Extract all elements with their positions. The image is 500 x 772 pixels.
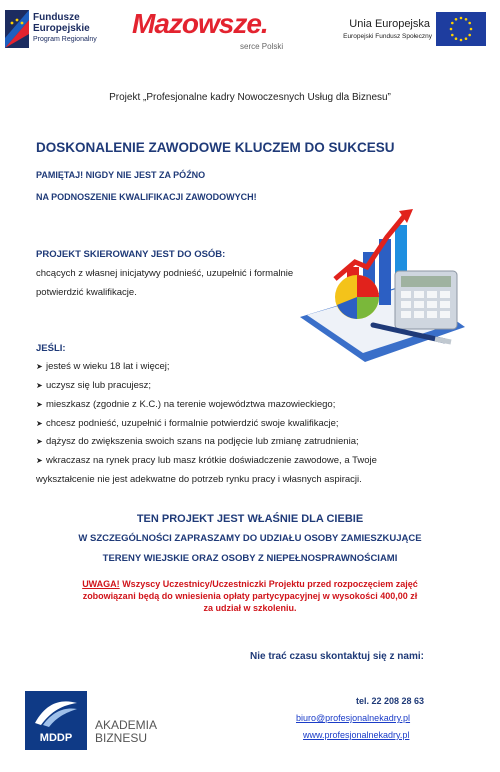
eu-flag-icon	[436, 12, 486, 46]
arrow-bullet-icon: ➤	[36, 362, 43, 371]
mazowsze-logo: Mazowsze.	[132, 8, 268, 39]
list-item-text: mieszkasz (zgodnie z K.C.) na terenie województwa mazowieckiego;	[46, 399, 336, 410]
fundusze-text	[33, 12, 97, 45]
project-name: Projekt „Profesjonalne kadry Nowoczesnych Usług dla Biznesu”	[109, 92, 391, 103]
fe-line1: Fundusze	[33, 12, 80, 23]
contact-heading: Nie trać czasu skontaktuj się z nami:	[250, 651, 424, 662]
target-heading: PROJEKT SKIEROWANY JEST DO OSÓB:	[36, 249, 226, 260]
fe-line2: Europejskie	[33, 23, 90, 34]
list-continuation: wykształcenie nie jest adekwatne do potrzeb rynku pracy i własnych aspiracji.	[36, 474, 362, 485]
fundusze-flag-icon	[5, 10, 29, 48]
arrow-bullet-icon: ➤	[36, 419, 43, 428]
list-item-text: uczysz się lub pracujesz;	[46, 380, 152, 391]
list-item-text: jesteś w wieku 18 lat i więcej;	[46, 361, 170, 372]
contact-phone: tel. 22 208 28 63	[356, 696, 425, 706]
contact-website-link[interactable]: www.profesjonalnekadry.pl	[303, 730, 410, 740]
list-item	[36, 455, 377, 466]
mddp-logo	[25, 691, 87, 750]
notice-line-3: za udział w szkoleniu.	[203, 603, 297, 613]
reminder-line-1: PAMIĘTAJ! NIGDY NIE JEST ZA PÓŹNO	[36, 170, 206, 180]
for-you-heading: TEN PROJEKT JEST WŁAŚNIE DLA CIEBIE	[136, 513, 364, 525]
reminder-line-2: NA PODNOSZENIE KWALIFIKACJI ZAWODOWYCH!	[36, 192, 257, 202]
finance-illustration	[295, 207, 470, 365]
list-item	[36, 399, 335, 410]
notice-line-2: zobowiązani będą do wniesienia opłaty partycypacyjnej w wysokości 400,00 zł	[82, 591, 418, 601]
list-item-text: wkraczasz na rynek pracy lub masz krótkie doświadczenie zawodowe, a Twoje	[46, 455, 377, 466]
mddp-swoosh-icon	[33, 697, 79, 727]
list-item-text: chcesz podnieść, uzupełnić i formalnie potwierdzić swoje kwalifikacje;	[46, 418, 339, 429]
target-line-1: chcących z własnej inicjatywy podnieść, uzupełnić i formalnie	[36, 268, 294, 279]
contact-email-link[interactable]: biuro@profesjonalnekadry.pl	[296, 713, 411, 723]
list-item	[36, 380, 151, 391]
fe-line3: Program Regionalny	[33, 36, 97, 43]
list-item	[36, 436, 359, 447]
fundusze-europejskie-logo	[5, 10, 115, 52]
arrow-bullet-icon: ➤	[36, 456, 43, 465]
notice-line-1	[0, 578, 500, 590]
mddp-label: MDDP	[39, 732, 73, 744]
list-item-text: dążysz do zwiększenia swoich szans na podjęcie lub zmianę zatrudnienia;	[46, 436, 359, 447]
ue-title: Unia Europejska	[349, 18, 430, 30]
akademia-biznesu-logo	[95, 719, 157, 745]
notice-label: UWAGA!	[82, 579, 120, 589]
invite-line-2: TERENY WIEJSKIE ORAZ OSOBY Z NIEPEŁNOSPRAWNOŚCIAMI	[102, 553, 398, 564]
notice-text-1: Wszyscy Uczestnicy/Uczestniczki Projektu przed rozpoczęciem zajęć	[119, 579, 418, 589]
invite-line-1: W SZCZEGÓLNOŚCI ZAPRASZAMY DO UDZIAŁU OSOBY ZAMIESZKUJĄCE	[78, 533, 422, 544]
arrow-bullet-icon: ➤	[36, 437, 43, 446]
arrow-bullet-icon: ➤	[36, 381, 43, 390]
if-heading: JEŚLI:	[36, 343, 66, 354]
akademia-line-2: BIZNESU	[95, 731, 148, 745]
mazowsze-tagline: serce Polski	[240, 42, 284, 51]
ue-subtitle: Europejski Fundusz Społeczny	[343, 33, 432, 40]
target-line-2: potwierdzić kwalifikacje.	[36, 287, 137, 298]
list-item	[36, 418, 339, 429]
arrow-bullet-icon: ➤	[36, 400, 43, 409]
akademia-line-1: AKADEMIA	[95, 718, 158, 732]
list-item	[36, 361, 170, 372]
headline: DOSKONALENIE ZAWODOWE KLUCZEM DO SUKCESU	[36, 140, 395, 155]
